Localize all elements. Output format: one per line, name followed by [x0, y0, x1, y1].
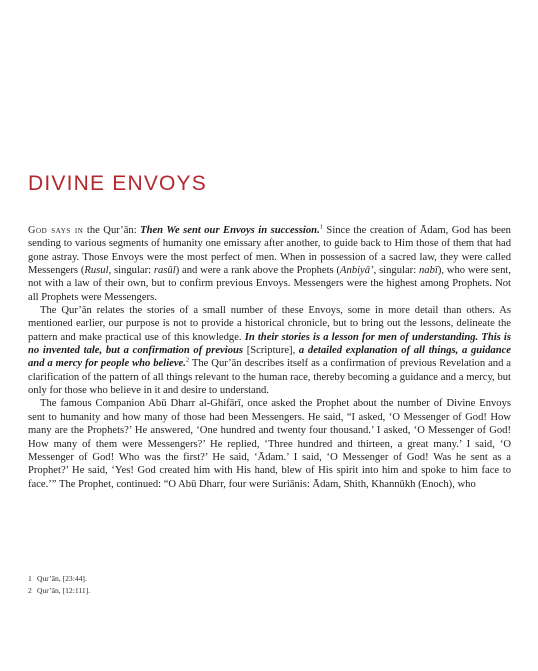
footnote-text: Qur’ān, [23:44].: [37, 574, 87, 583]
text: [Scripture],: [243, 345, 299, 357]
text: , singular:: [373, 265, 419, 277]
paragraph-2: [28, 304, 511, 397]
footnote-text: Qur’ān, [12:111].: [37, 586, 91, 595]
quran-quote: a detailed explanation of all things, a guidance and a mercy for people who believe.: [28, 345, 511, 370]
text: The famous Companion Abū Dharr al-Ghifārī, once asked the Prophet about the number of Divine Envoys sent to humanity and how many of those had been Messengers. He said, “I asked, ‘O Messenger of God! How many are the Prophets?’ He answered, ‘One hundred and twenty four thousand.’ I asked, ‘O Messenger of God! How many of them were Messengers?’ He replied, ‘Three hundred and thirteen, a great many.’ I said, ‘O Messenger of God! Who was the first?’ He said, ‘Ādam.’ I said, ‘O Messenger of God! Was he sent as a Prophet?’ He said, ‘Yes! God created him with His hand, blew of His spirit into him and spoke to him face to face.’” The Prophet, continued: “O Abū Dharr, four were Suriānis: Ādam, Shith, Khannūkh (Enoch), who: [28, 398, 511, 490]
term-italic: nabī: [418, 265, 438, 277]
footnote-2: [28, 585, 90, 597]
paragraph-1: [28, 224, 511, 304]
chapter-title: DIVINE ENVOYS: [28, 172, 207, 195]
footnote-number: 1: [28, 574, 32, 583]
footnotes: [28, 573, 90, 597]
text: The Qur’ān describes itself as a confirmation of previous Revelation and a clarification of the pattern of all things relevant to the human race, thereby becoming a guidance and a mercy, but only for those who believe in it and desire to understand.: [28, 358, 511, 397]
text: ), who were sent, not with a law of their own, but to confirm previous Envoys. Messengers were the highest among Prophets. Not all Prophets were Messengers.: [28, 265, 511, 303]
text: The Qur’ān relates the stories of a small number of these Envoys, some in more detail than others. As mentioned earlier, our purpose is not to provide a historical chronicle, but to bring out the lessons, delineate the pattern and make practical use of this knowledge.: [28, 305, 511, 343]
text: ) and were a rank above the Prophets (: [175, 265, 341, 277]
term-italic: Rusul: [84, 265, 109, 277]
paragraph-3: [28, 397, 511, 490]
text: , singular:: [108, 265, 154, 277]
quran-quote: Then We sent our Envoys in succession.: [140, 225, 320, 236]
term-italic: rasūl: [153, 265, 176, 277]
chapter-body: [28, 224, 511, 491]
text: Since the creation of Ādam, God has been sending to various segments of humanity one emissary after another, to guide back to Him those of them that had gone astray. Those Envoys were the most perfect of men. When in possession of a sacred law, they were called Messengers (: [28, 225, 511, 277]
footnote-number: 2: [28, 586, 32, 595]
term-italic: Anbiyā’: [340, 265, 374, 277]
footnote-1: [28, 573, 90, 585]
footnote-ref-1[interactable]: 1: [319, 223, 323, 231]
text: the Qur’ān:: [83, 225, 141, 236]
footnote-ref-2[interactable]: 2: [185, 356, 190, 364]
quran-quote: In their stories is a lesson for men of understanding. This is no invented tale, but a confirmation of previous: [28, 331, 511, 357]
lead-in-smallcaps: God says in: [28, 225, 84, 236]
